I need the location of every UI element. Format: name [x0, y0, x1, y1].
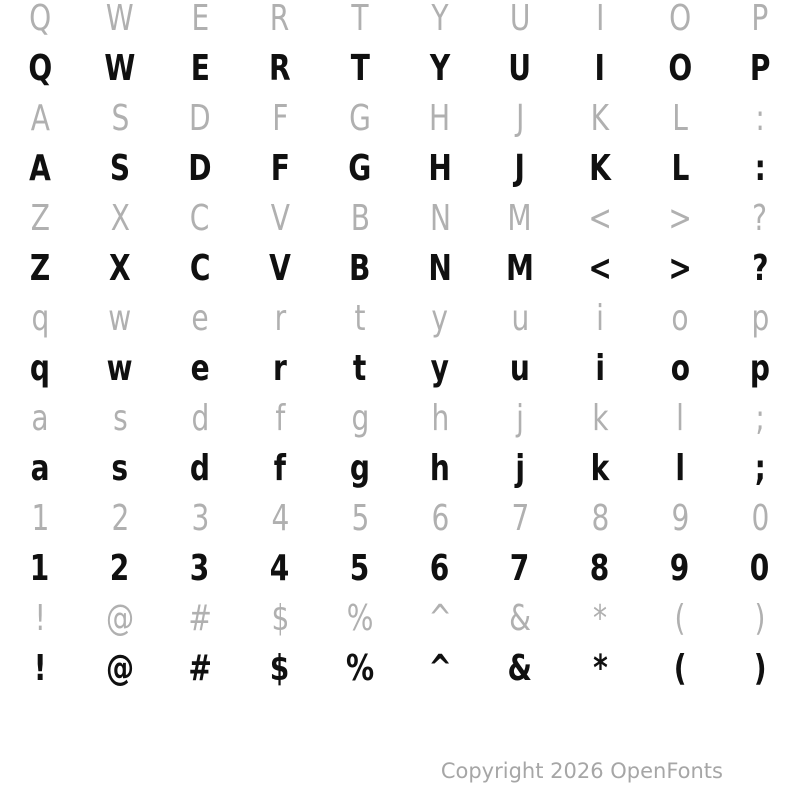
glyph-cell	[480, 300, 560, 350]
specimen-row-light	[0, 300, 800, 350]
glyph-cell	[320, 100, 400, 150]
glyph: :	[754, 148, 766, 189]
glyph: %	[345, 648, 375, 689]
glyph: q	[29, 348, 51, 389]
glyph-cell	[720, 50, 800, 100]
glyph-cell	[560, 600, 640, 650]
glyph: 2	[110, 548, 130, 589]
glyph-cell	[240, 350, 320, 400]
glyph-cell	[320, 300, 400, 350]
glyph: 5	[351, 498, 369, 539]
glyph: B	[350, 198, 370, 239]
glyph-cell	[720, 600, 800, 650]
glyph: 8	[591, 498, 609, 539]
glyph: 0	[750, 548, 770, 589]
glyph: @	[105, 598, 135, 639]
glyph-cell	[0, 650, 80, 700]
glyph-cell	[720, 200, 800, 250]
glyph-cell	[160, 550, 240, 600]
glyph: p	[751, 298, 769, 339]
glyph-cell	[320, 50, 400, 100]
glyph-cell	[400, 100, 480, 150]
glyph: i	[595, 348, 605, 389]
specimen-row-bold	[0, 50, 800, 100]
glyph-cell	[80, 300, 160, 350]
glyph: Q	[28, 0, 52, 39]
glyph: $	[270, 648, 290, 689]
glyph-cell	[0, 200, 80, 250]
glyph: 7	[511, 498, 529, 539]
glyph: K	[589, 148, 611, 189]
glyph-cell	[160, 100, 240, 150]
glyph: h	[431, 398, 449, 439]
glyph: d	[191, 398, 209, 439]
glyph: :	[755, 98, 765, 139]
glyph: o	[671, 298, 689, 339]
glyph-cell	[0, 350, 80, 400]
glyph: e	[190, 348, 210, 389]
glyph-cell	[720, 400, 800, 450]
glyph-cell	[160, 400, 240, 450]
glyph: 6	[431, 498, 449, 539]
glyph: K	[590, 98, 610, 139]
glyph-cell	[160, 0, 240, 50]
glyph-cell	[400, 150, 480, 200]
glyph: o	[670, 348, 690, 389]
glyph-cell	[720, 550, 800, 600]
glyph: y	[430, 348, 450, 389]
glyph: Z	[29, 248, 51, 289]
glyph-cell	[720, 350, 800, 400]
glyph: S	[109, 148, 131, 189]
glyph: D	[188, 148, 212, 189]
specimen-row-bold	[0, 350, 800, 400]
specimen-row-bold	[0, 550, 800, 600]
glyph: j	[515, 448, 525, 489]
glyph: >	[668, 248, 692, 289]
specimen-row-light	[0, 0, 800, 50]
glyph-cell	[240, 200, 320, 250]
glyph-cell	[320, 450, 400, 500]
glyph: p	[749, 348, 771, 389]
glyph: N	[428, 248, 452, 289]
glyph-cell	[560, 100, 640, 150]
glyph: H	[429, 98, 451, 139]
glyph-cell	[720, 150, 800, 200]
glyph-cell	[720, 0, 800, 50]
glyph: t	[354, 298, 366, 339]
glyph: Z	[30, 198, 50, 239]
glyph: R	[270, 0, 290, 39]
glyph: J	[514, 148, 526, 189]
glyph-cell	[560, 350, 640, 400]
glyph-cell	[560, 0, 640, 50]
glyph: @	[105, 648, 135, 689]
glyph-cell	[160, 250, 240, 300]
glyph: ;	[754, 448, 766, 489]
glyph-cell	[80, 150, 160, 200]
glyph: 1	[30, 548, 50, 589]
glyph-cell	[480, 200, 560, 250]
glyph-cell	[240, 400, 320, 450]
glyph: D	[189, 98, 211, 139]
glyph-cell	[0, 100, 80, 150]
glyph: &	[507, 648, 533, 689]
glyph: T	[350, 48, 370, 89]
glyph: 5	[350, 548, 370, 589]
glyph-cell	[80, 450, 160, 500]
glyph-cell	[560, 150, 640, 200]
glyph-cell	[320, 150, 400, 200]
glyph: (	[673, 648, 687, 689]
glyph-cell	[480, 50, 560, 100]
glyph: k	[590, 448, 610, 489]
glyph: %	[346, 598, 374, 639]
glyph-cell	[80, 50, 160, 100]
glyph-cell	[80, 400, 160, 450]
glyph-cell	[0, 400, 80, 450]
glyph: U	[508, 48, 532, 89]
glyph-cell	[80, 100, 160, 150]
glyph: E	[191, 0, 209, 39]
glyph-cell	[0, 0, 80, 50]
glyph-cell	[400, 250, 480, 300]
glyph-cell	[720, 100, 800, 150]
specimen-row-bold	[0, 150, 800, 200]
glyph: W	[106, 0, 134, 39]
glyph-cell	[400, 400, 480, 450]
glyph-cell	[240, 300, 320, 350]
glyph: Y	[431, 0, 449, 39]
specimen-row-light	[0, 500, 800, 550]
glyph-cell	[0, 300, 80, 350]
glyph-cell	[80, 0, 160, 50]
glyph: C	[190, 198, 210, 239]
glyph: ^	[428, 648, 452, 689]
specimen-row-light	[0, 400, 800, 450]
glyph: A	[29, 148, 51, 189]
glyph: l	[676, 398, 684, 439]
glyph-cell	[80, 250, 160, 300]
glyph: )	[753, 648, 767, 689]
glyph: X	[109, 248, 131, 289]
glyph-cell	[240, 500, 320, 550]
glyph-cell	[400, 600, 480, 650]
glyph-cell	[400, 350, 480, 400]
glyph-cell	[240, 650, 320, 700]
glyph-cell	[80, 500, 160, 550]
glyph: !	[33, 648, 47, 689]
glyph: 4	[271, 498, 289, 539]
glyph: #	[188, 648, 212, 689]
glyph-cell	[320, 550, 400, 600]
glyph-cell	[400, 650, 480, 700]
glyph: V	[269, 248, 291, 289]
glyph: $	[271, 598, 289, 639]
glyph: X	[110, 198, 130, 239]
glyph-cell	[80, 350, 160, 400]
glyph: J	[515, 98, 525, 139]
glyph-cell	[400, 0, 480, 50]
glyph-cell	[320, 350, 400, 400]
glyph-cell	[400, 450, 480, 500]
glyph-cell	[320, 0, 400, 50]
glyph-cell	[720, 250, 800, 300]
glyph: j	[516, 398, 524, 439]
glyph-cell	[400, 500, 480, 550]
glyph: 6	[430, 548, 450, 589]
glyph-cell	[720, 300, 800, 350]
glyph-cell	[320, 650, 400, 700]
glyph-cell	[560, 200, 640, 250]
glyph: E	[190, 48, 210, 89]
glyph: F	[271, 98, 289, 139]
glyph-cell	[160, 650, 240, 700]
glyph-cell	[480, 100, 560, 150]
copyright-text: Copyright 2026 OpenFonts	[440, 759, 723, 783]
glyph: s	[112, 398, 128, 439]
glyph: N	[429, 198, 451, 239]
glyph-cell	[480, 0, 560, 50]
glyph: <	[588, 198, 612, 239]
glyph: i	[596, 298, 604, 339]
glyph-cell	[480, 150, 560, 200]
glyph: 4	[270, 548, 290, 589]
glyph-cell	[0, 150, 80, 200]
glyph: T	[351, 0, 369, 39]
glyph-cell	[640, 400, 720, 450]
glyph-cell	[400, 550, 480, 600]
glyph: 2	[111, 498, 129, 539]
glyph: W	[104, 48, 136, 89]
glyph: e	[191, 298, 209, 339]
glyph-cell	[240, 250, 320, 300]
glyph: 7	[510, 548, 530, 589]
glyph-cell	[640, 550, 720, 600]
glyph: >	[668, 198, 692, 239]
glyph-cell	[560, 650, 640, 700]
glyph-cell	[720, 450, 800, 500]
glyph-cell	[640, 50, 720, 100]
glyph: Y	[429, 48, 451, 89]
glyph-cell	[240, 100, 320, 150]
glyph-cell	[240, 50, 320, 100]
glyph: 8	[590, 548, 610, 589]
glyph-cell	[480, 500, 560, 550]
glyph: g	[349, 448, 371, 489]
glyph: w	[107, 348, 133, 389]
glyph-cell	[640, 450, 720, 500]
specimen-row-light	[0, 100, 800, 150]
glyph-cell	[0, 450, 80, 500]
glyph: h	[429, 448, 450, 489]
glyph: g	[351, 398, 369, 439]
glyph-cell	[640, 250, 720, 300]
glyph: I	[595, 0, 605, 39]
glyph: 1	[31, 498, 49, 539]
glyph: s	[111, 448, 129, 489]
glyph: ?	[751, 248, 769, 289]
glyph-cell	[160, 500, 240, 550]
glyph: r	[273, 348, 287, 389]
glyph-cell	[560, 400, 640, 450]
glyph: q	[31, 298, 49, 339]
glyph-cell	[80, 600, 160, 650]
glyph-cell	[240, 550, 320, 600]
glyph: k	[591, 398, 609, 439]
glyph-cell	[480, 350, 560, 400]
glyph-cell	[160, 600, 240, 650]
glyph-cell	[640, 0, 720, 50]
glyph: G	[349, 98, 371, 139]
specimen-row-bold	[0, 450, 800, 500]
glyph: a	[30, 448, 50, 489]
glyph-cell	[400, 50, 480, 100]
glyph: ^	[428, 598, 452, 639]
glyph: O	[668, 48, 692, 89]
glyph: M	[507, 198, 533, 239]
glyph: *	[592, 648, 608, 689]
specimen-row-light	[0, 600, 800, 650]
glyph-cell	[640, 600, 720, 650]
glyph: G	[348, 148, 372, 189]
glyph: M	[506, 248, 534, 289]
glyph: R	[269, 48, 291, 89]
glyph: F	[270, 148, 290, 189]
glyph-cell	[160, 350, 240, 400]
glyph-cell	[160, 150, 240, 200]
glyph-cell	[0, 550, 80, 600]
glyph: L	[671, 148, 689, 189]
glyph: t	[353, 348, 367, 389]
glyph-cell	[480, 250, 560, 300]
glyph-cell	[80, 650, 160, 700]
glyph-cell	[0, 250, 80, 300]
glyph: O	[668, 0, 692, 39]
glyph: U	[509, 0, 531, 39]
specimen-row-bold	[0, 650, 800, 700]
glyph: I	[594, 48, 606, 89]
glyph: A	[30, 98, 50, 139]
glyph: Q	[28, 48, 52, 89]
glyph: )	[754, 598, 766, 639]
glyph: y	[431, 298, 449, 339]
glyph-cell	[720, 500, 800, 550]
glyph-cell	[560, 50, 640, 100]
glyph: <	[588, 248, 612, 289]
glyph-cell	[560, 450, 640, 500]
glyph: a	[31, 398, 49, 439]
glyph-cell	[0, 500, 80, 550]
glyph: w	[108, 298, 132, 339]
glyph-cell	[720, 650, 800, 700]
glyph: l	[675, 448, 685, 489]
glyph-cell	[80, 550, 160, 600]
glyph: ;	[755, 398, 765, 439]
glyph-cell	[320, 250, 400, 300]
glyph-cell	[400, 200, 480, 250]
glyph-cell	[480, 550, 560, 600]
glyph: (	[674, 598, 686, 639]
glyph: 9	[671, 498, 689, 539]
glyph: 3	[190, 548, 210, 589]
glyph-cell	[0, 600, 80, 650]
glyph-cell	[640, 300, 720, 350]
glyph-cell	[80, 200, 160, 250]
glyph-cell	[560, 300, 640, 350]
glyph-cell	[240, 150, 320, 200]
glyph: C	[189, 248, 211, 289]
glyph-cell	[0, 50, 80, 100]
glyph: !	[34, 598, 46, 639]
glyph-cell	[640, 150, 720, 200]
glyph: u	[511, 298, 529, 339]
glyph-cell	[240, 0, 320, 50]
glyph: f	[275, 398, 285, 439]
glyph: 9	[670, 548, 690, 589]
glyph: u	[509, 348, 530, 389]
glyph-cell	[400, 300, 480, 350]
glyph: 0	[751, 498, 769, 539]
glyph-cell	[560, 500, 640, 550]
glyph-cell	[320, 400, 400, 450]
glyph: &	[509, 598, 531, 639]
specimen-row-bold	[0, 250, 800, 300]
glyph-cell	[480, 650, 560, 700]
glyph-cell	[160, 300, 240, 350]
glyph-cell	[160, 200, 240, 250]
glyph-cell	[480, 600, 560, 650]
glyph: f	[273, 448, 287, 489]
glyph-cell	[640, 200, 720, 250]
glyph: P	[749, 48, 771, 89]
glyph: *	[592, 598, 608, 639]
glyph-cell	[480, 450, 560, 500]
glyph-cell	[160, 50, 240, 100]
glyph: r	[274, 298, 286, 339]
glyph: L	[672, 98, 688, 139]
specimen-row-light	[0, 200, 800, 250]
glyph: 3	[191, 498, 209, 539]
glyph-cell	[320, 600, 400, 650]
glyph: S	[111, 98, 129, 139]
glyph: d	[189, 448, 211, 489]
glyph-cell	[160, 450, 240, 500]
glyph-cell	[320, 200, 400, 250]
glyph: V	[270, 198, 290, 239]
glyph-cell	[480, 400, 560, 450]
glyph-cell	[320, 500, 400, 550]
glyph-cell	[560, 550, 640, 600]
glyph-cell	[240, 450, 320, 500]
glyph: H	[428, 148, 452, 189]
glyph: P	[751, 0, 769, 39]
glyph: #	[188, 598, 212, 639]
glyph: B	[349, 248, 371, 289]
glyph-cell	[560, 250, 640, 300]
glyph-cell	[640, 350, 720, 400]
glyph-cell	[640, 100, 720, 150]
glyph-cell	[640, 500, 720, 550]
glyph: ?	[752, 198, 768, 239]
glyph-cell	[240, 600, 320, 650]
glyph-cell	[640, 650, 720, 700]
